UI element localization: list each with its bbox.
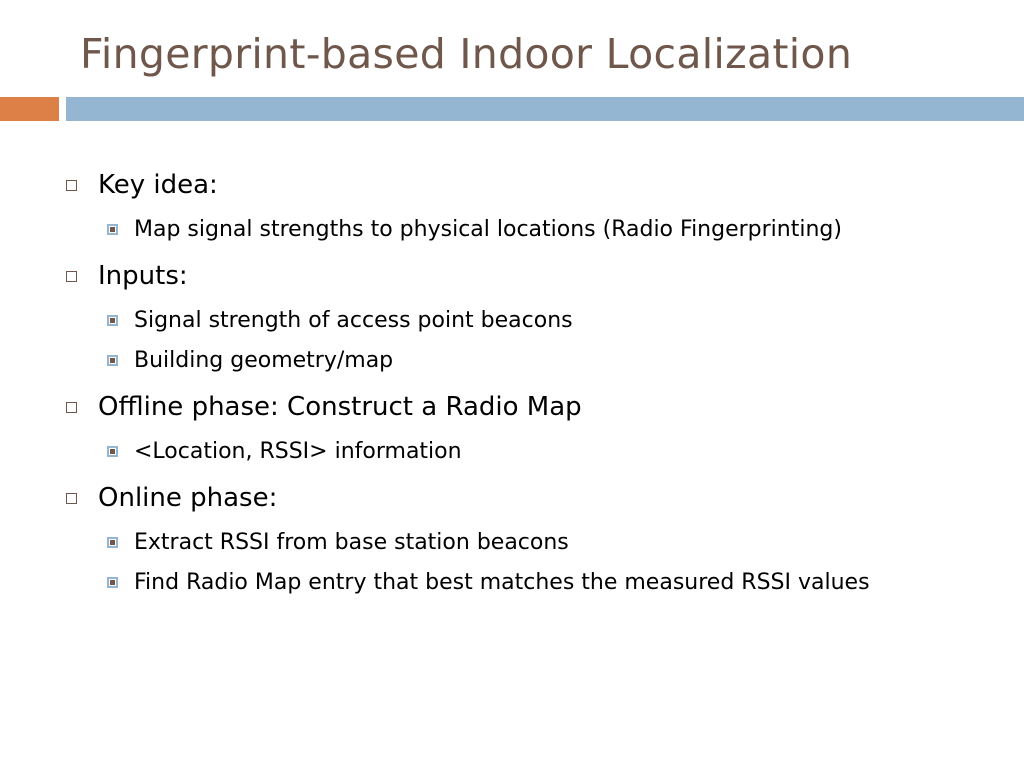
filled-square-bullet-icon xyxy=(107,537,118,548)
square-bullet-icon xyxy=(66,180,77,191)
bullet-item xyxy=(66,259,1006,293)
sub-bullet-text: Map signal strengths to physical locations (Radio Fingerprinting) xyxy=(134,217,842,242)
bullet-item xyxy=(66,481,1006,515)
bullet-item xyxy=(66,168,1006,202)
bullet-item xyxy=(66,390,1006,424)
slide-title: Fingerprint-based Indoor Localization xyxy=(80,30,853,78)
accent-bar-right xyxy=(66,97,1024,121)
bullet-text: Inputs: xyxy=(98,261,188,291)
bullet-text: Key idea: xyxy=(98,170,218,200)
filled-square-bullet-icon xyxy=(107,315,118,326)
filled-square-bullet-icon xyxy=(107,355,118,366)
sub-bullet-text: Building geometry/map xyxy=(134,348,394,373)
sub-bullet-item xyxy=(66,215,1006,245)
square-bullet-icon xyxy=(66,402,77,413)
filled-square-bullet-icon xyxy=(107,446,118,457)
bullet-text: Offline phase: Construct a Radio Map xyxy=(98,392,582,422)
square-bullet-icon xyxy=(66,493,77,504)
sub-bullet-item xyxy=(66,528,1006,558)
sub-bullet-text: <Location, RSSI> information xyxy=(134,439,462,464)
sub-bullet-item xyxy=(66,346,1006,376)
sub-bullet-item xyxy=(66,437,1006,467)
sub-bullet-text: Signal strength of access point beacons xyxy=(134,308,573,333)
accent-bar-left xyxy=(0,97,59,121)
sub-bullet-item xyxy=(66,306,1006,336)
bullet-list xyxy=(66,168,1006,598)
filled-square-bullet-icon xyxy=(107,577,118,588)
square-bullet-icon xyxy=(66,271,77,282)
bullet-text: Online phase: xyxy=(98,483,278,513)
sub-bullet-text: Extract RSSI from base station beacons xyxy=(134,530,569,555)
filled-square-bullet-icon xyxy=(107,224,118,235)
sub-bullet-text: Find Radio Map entry that best matches the measured RSSI values xyxy=(134,570,870,595)
sub-bullet-item xyxy=(66,568,994,598)
